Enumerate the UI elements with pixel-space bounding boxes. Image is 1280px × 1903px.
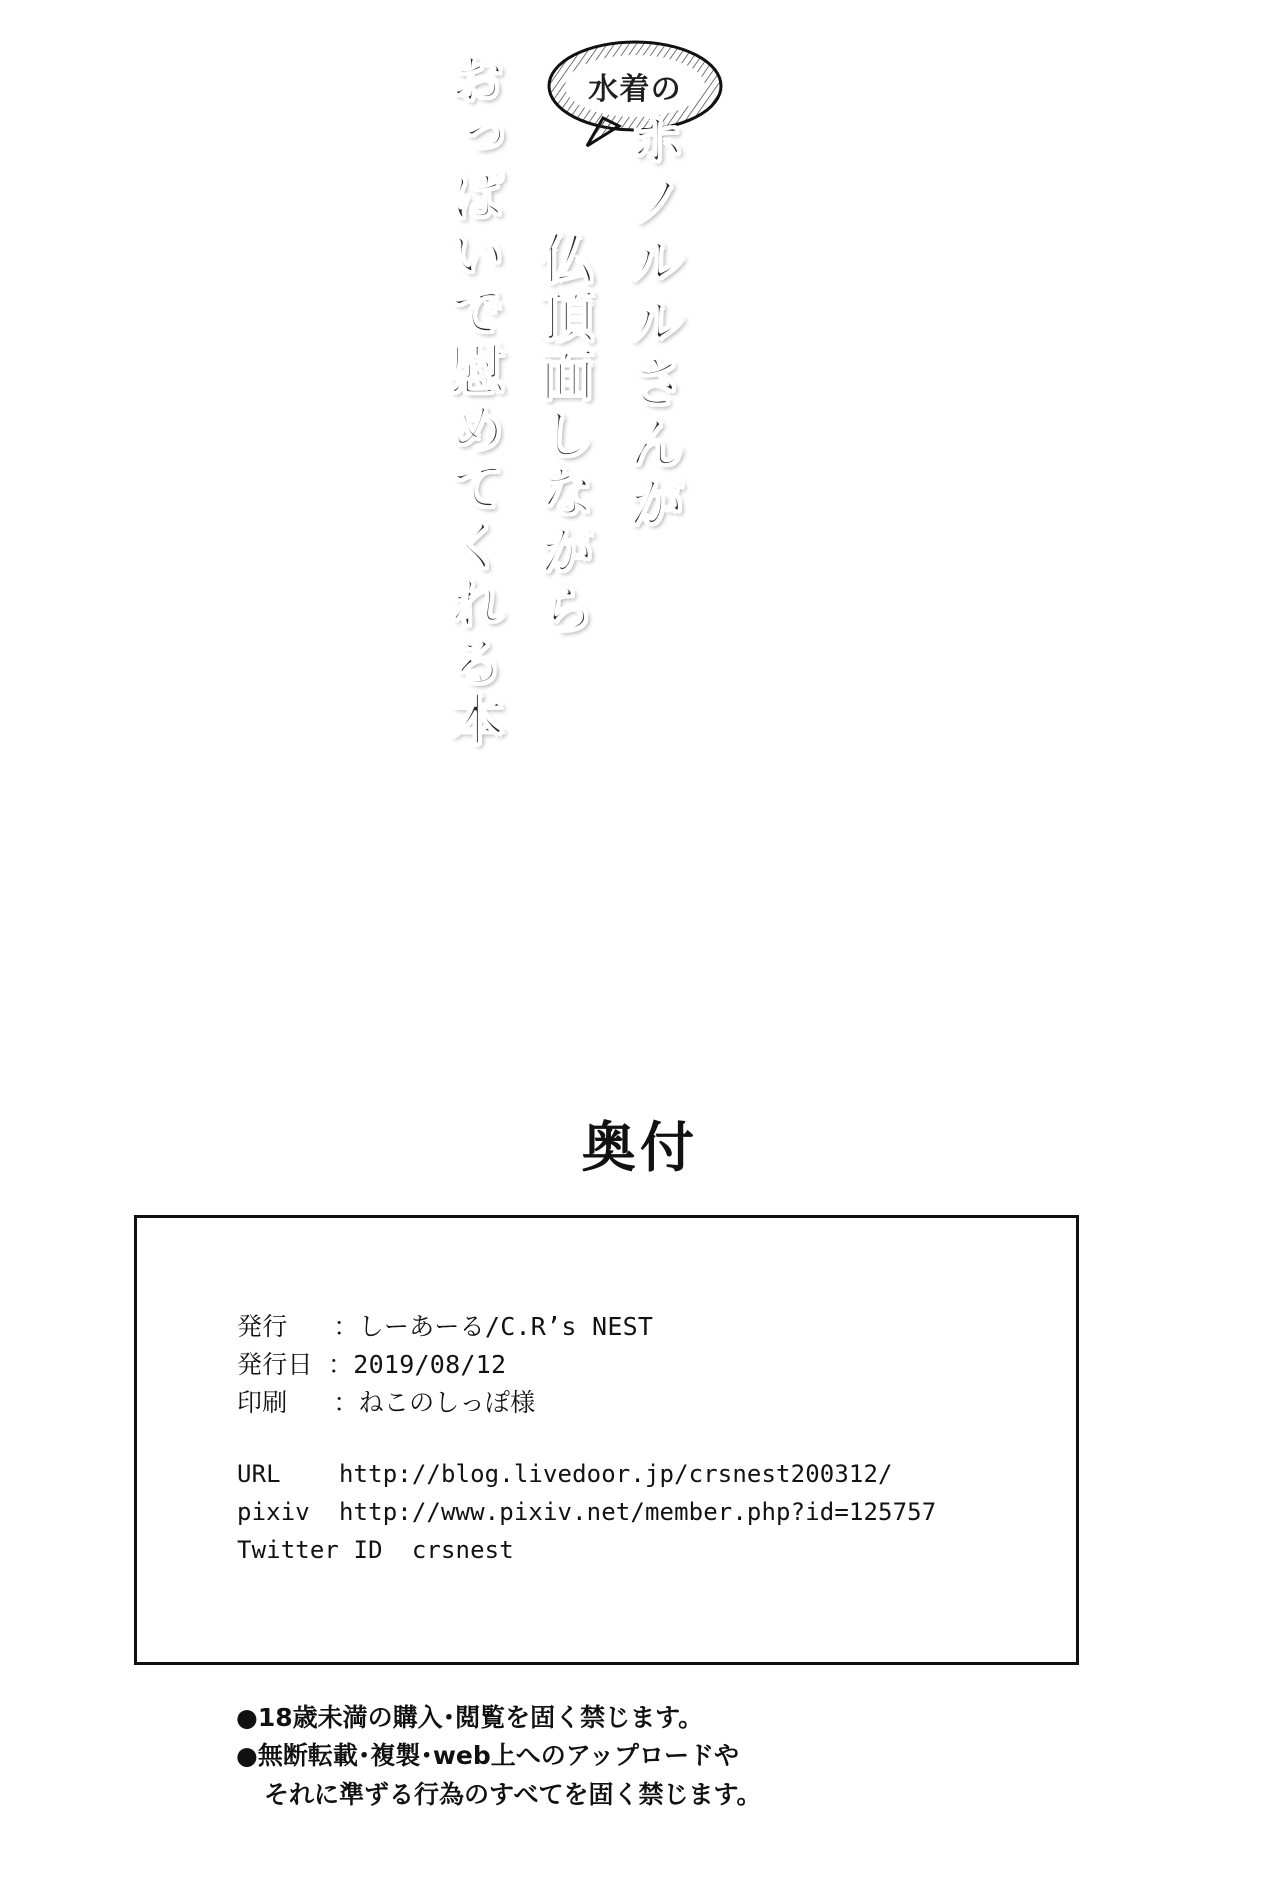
colophon-box xyxy=(134,1215,1079,1665)
title-column-2: 仏頂面しながら xyxy=(531,230,595,639)
colophon-field-publisher: 発行 ：しーあーる/C.R’s NEST xyxy=(237,1312,654,1341)
notice-reproduction-2: それに準ずる行為のすべてを固く禁じます。 xyxy=(264,1779,762,1809)
colophon-field-date: 発行日 ：2019/08/12 xyxy=(237,1350,507,1379)
title-column-3: おっぱいで慰めてくれる本 xyxy=(441,50,505,750)
notices-block xyxy=(236,1700,1136,1813)
colophon-content xyxy=(237,1308,1036,1570)
colophon-heading: 奥付 xyxy=(581,1116,699,1179)
colophon-link-url: URL http://blog.livedoor.jp/crsnest200312/ xyxy=(237,1460,893,1488)
colophon-field-printer: 印刷 ：ねこのしっぽ様 xyxy=(237,1388,536,1417)
colophon-link-twitter: Twitter ID crsnest xyxy=(237,1535,514,1564)
speech-bubble-text: 水着の xyxy=(588,72,682,107)
notice-age-restriction: ●18歳未満の購入･閲覧を固く禁じます。 xyxy=(236,1703,704,1732)
colophon-link-pixiv: pixiv http://www.pixiv.net/member.php?id=125757 xyxy=(237,1497,937,1526)
notice-reproduction-1: ●無断転載･複製･web上へのアップロードや xyxy=(236,1741,740,1771)
title-column-1: ホノルルさんが xyxy=(619,110,685,533)
colophon-spacer xyxy=(237,1422,1036,1456)
